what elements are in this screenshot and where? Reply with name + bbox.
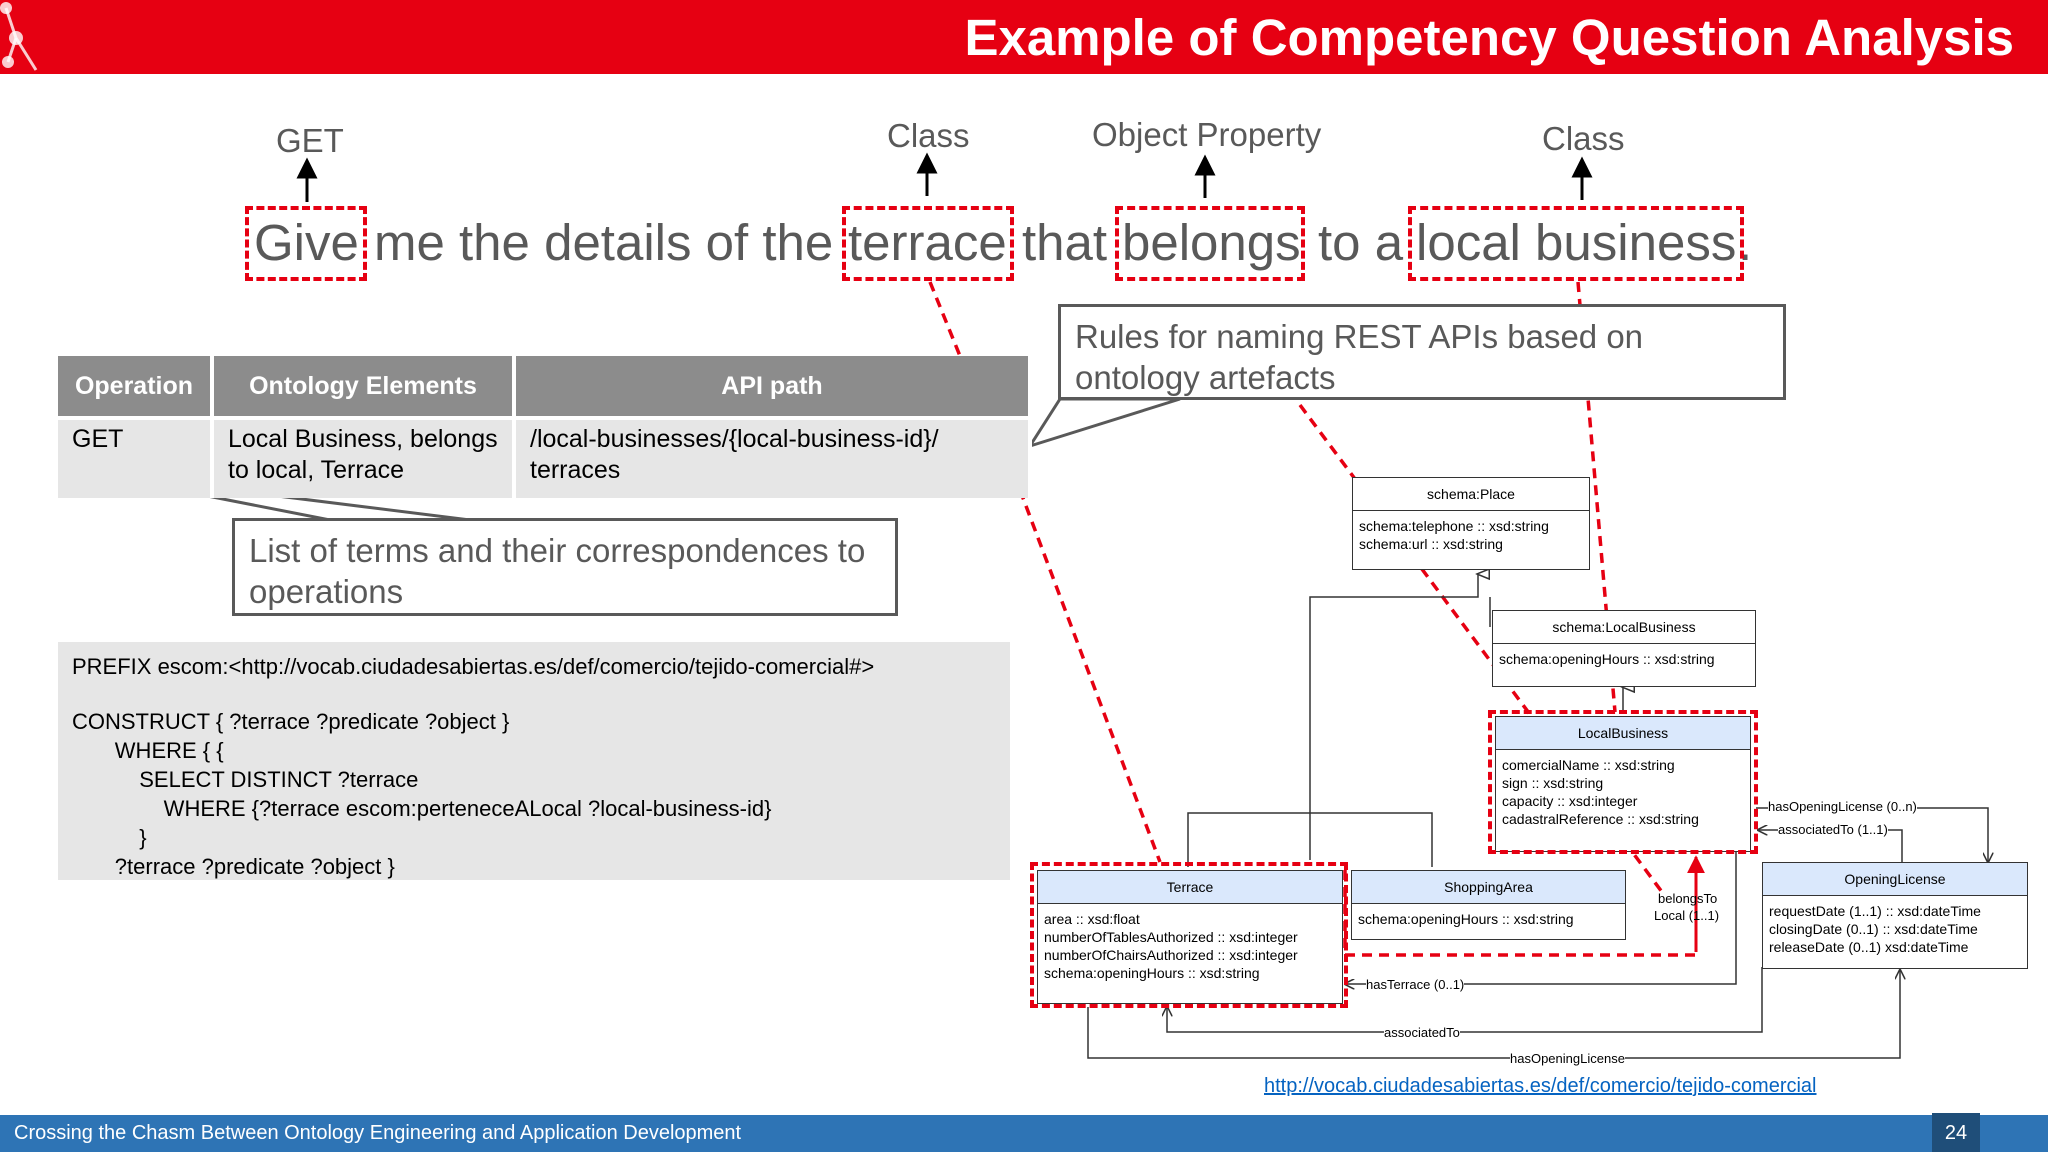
- highlight-uml-terrace: [1030, 862, 1348, 1008]
- assoc-label-has-opening-license-bottom: hasOpeningLicense: [1510, 1051, 1625, 1066]
- uml-class-schema-place: [1352, 477, 1590, 570]
- slide-title: Example of Competency Question Analysis: [964, 9, 2014, 66]
- sentence-word-give: Give: [254, 214, 359, 271]
- uml-attribute: schema:openingHours :: xsd:string: [1358, 911, 1574, 927]
- rules-callout-pointer: [1030, 399, 1180, 446]
- uml-class-schema-localbusiness: [1492, 610, 1756, 687]
- page-number: 24: [1944, 1122, 1968, 1144]
- red-leader-terrace-top: [930, 282, 960, 356]
- terms-callout: [232, 518, 898, 616]
- uml-attribute: numberOfTablesAuthorized :: xsd:integer: [1044, 929, 1298, 945]
- assoc-label-has-opening-license-top: hasOpeningLicense (0..n): [1768, 799, 1917, 814]
- table-cell-api-path: /local-businesses/{local-business-id}/ terraces: [514, 418, 1030, 498]
- sentence-fragment: me the details of the: [374, 214, 834, 271]
- table-header-row: [58, 356, 1030, 418]
- uml-class-shoppingarea: [1351, 870, 1626, 940]
- uml-attribute: requestDate (1..1) :: xsd:dateTime: [1769, 903, 1981, 919]
- assoc-label-belongs-to-multiplicity: Local (1..1): [1654, 908, 1720, 923]
- vocabulary-link[interactable]: http://vocab.ciudadesabiertas.es/def/comercio/tejido-comercial: [1264, 1075, 1817, 1097]
- uml-attribute: numberOfChairsAuthorized :: xsd:integer: [1044, 947, 1298, 963]
- annotation-object-property: Object Property: [1092, 116, 1322, 153]
- operations-table: [58, 356, 1032, 498]
- uml-attribute: capacity :: xsd:integer: [1502, 793, 1638, 809]
- sentence-word-to-a: to a: [1318, 214, 1404, 271]
- uml-attribute: schema:openingHours :: xsd:string: [1044, 965, 1260, 981]
- uml-attribute: area :: xsd:float: [1044, 911, 1140, 927]
- annotation-class-2: Class: [1542, 120, 1625, 157]
- highlight-belongs: [1115, 206, 1305, 281]
- sentence-word-belongs: belongs: [1122, 214, 1301, 271]
- red-leader-terrace: [1020, 490, 1160, 862]
- sentence-word-that: that: [1022, 214, 1108, 271]
- sparql-line: SELECT DISTINCT ?terrace: [72, 767, 419, 792]
- rules-callout-text: Rules for naming REST APIs based on ontology artefacts: [1075, 318, 1644, 396]
- sparql-blank-line: [72, 681, 996, 707]
- uml-attribute: closingDate (0..1) :: xsd:dateTime: [1769, 921, 1978, 937]
- table-header-ontology-elements: Ontology Elements: [212, 356, 514, 418]
- uml-class-name: LocalBusiness: [1496, 717, 1750, 750]
- sentence-period: .: [1738, 214, 1753, 271]
- uml-attribute: schema:openingHours :: xsd:string: [1499, 651, 1715, 667]
- sparql-line: WHERE { {: [72, 738, 224, 763]
- rules-callout: [1058, 304, 1786, 400]
- gen-line-place-left: [1310, 574, 1478, 860]
- uml-attribute: sign :: xsd:string: [1502, 775, 1604, 791]
- sentence-word-local-business: local business: [1416, 214, 1737, 271]
- sparql-line: CONSTRUCT { ?terrace ?predicate ?object }: [72, 709, 510, 734]
- terms-callout-text: List of terms and their correspondences to operations: [249, 532, 866, 610]
- highlight-local-business: [1408, 206, 1744, 281]
- uml-attribute: schema:telephone :: xsd:string: [1359, 518, 1549, 534]
- sparql-line: }: [72, 825, 147, 850]
- uml-class-openinglicense: [1762, 862, 2028, 969]
- table-header-api-path: API path: [514, 356, 1030, 418]
- highlight-give: [245, 206, 367, 281]
- uml-class-name: schema:Place: [1353, 478, 1589, 511]
- sparql-query-box: [58, 642, 1010, 880]
- table-header-operation: Operation: [58, 356, 212, 418]
- footer-text: Crossing the Chasm Between Ontology Engineering and Application Development: [14, 1122, 742, 1144]
- highlight-terrace: [842, 206, 1014, 281]
- uml-class-name: Terrace: [1038, 871, 1342, 904]
- assoc-label-has-terrace: hasTerrace (0..1): [1366, 977, 1465, 992]
- table-row: [58, 418, 1030, 498]
- sentence-word-terrace: terrace: [848, 214, 1007, 271]
- sparql-line: WHERE {?terrace escom:perteneceALocal ?local-business-id}: [72, 796, 772, 821]
- uml-attribute: comercialName :: xsd:string: [1502, 757, 1675, 773]
- uml-attribute: cadastralReference :: xsd:string: [1502, 811, 1699, 827]
- sparql-line: ?terrace ?predicate ?object }: [72, 854, 395, 879]
- uml-class-name: schema:LocalBusiness: [1493, 611, 1755, 644]
- uml-attribute: schema:url :: xsd:string: [1359, 536, 1503, 552]
- uml-attribute: releaseDate (0..1) xsd:dateTime: [1769, 939, 1969, 955]
- uml-class-name: OpeningLicense: [1763, 863, 2027, 896]
- assoc-label-belongs-to: belongsTo: [1658, 891, 1718, 906]
- highlight-uml-localbusiness: [1488, 710, 1758, 854]
- annotation-get: GET: [276, 122, 344, 159]
- sparql-line: PREFIX escom:<http://vocab.ciudadesabiertas.es/def/comercio/tejido-comercial#>: [72, 654, 875, 679]
- table-cell-ontology-elements: Local Business, belongs to local, Terrace: [212, 418, 514, 498]
- annotation-class-1: Class: [887, 117, 970, 154]
- assoc-label-associated-to-bottom: associatedTo: [1384, 1025, 1460, 1040]
- assoc-label-associated-to-top: associatedTo (1..1): [1778, 822, 1888, 837]
- uml-class-name: ShoppingArea: [1352, 871, 1625, 904]
- table-cell-operation: GET: [58, 418, 212, 498]
